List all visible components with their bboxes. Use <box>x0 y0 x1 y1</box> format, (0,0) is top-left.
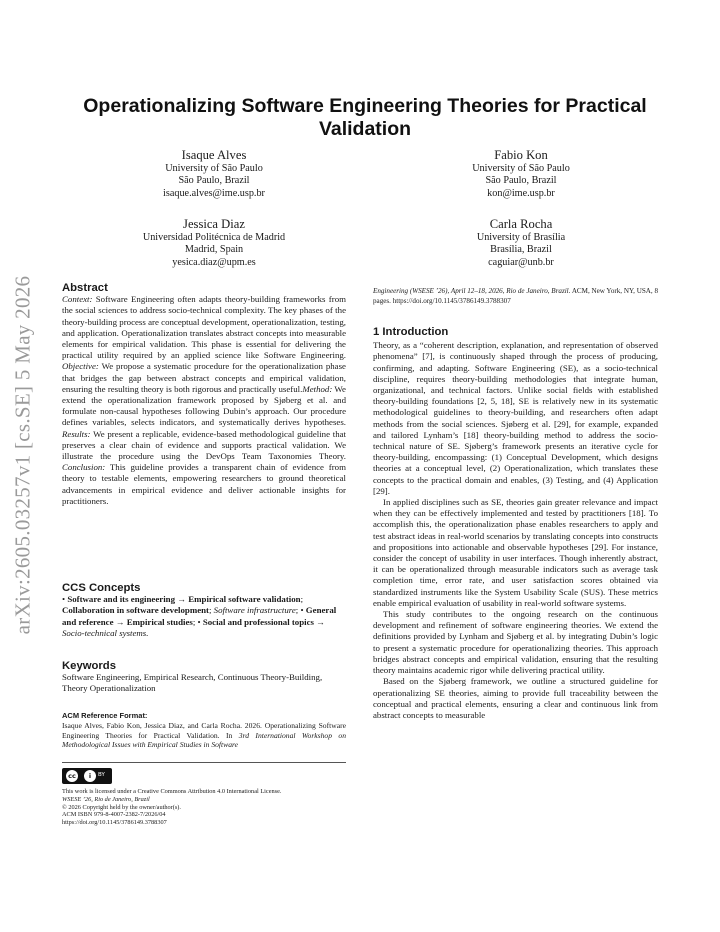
objective-text: We propose a systematic procedure for the operationalization phase that bridges the gap between abstract concepts and empirical validation, ensuring the resulting theory is both rigorous and practically useful. <box>62 361 346 394</box>
cc-icon: cc <box>66 770 78 782</box>
intro-paragraph: Based on the Sjøberg framework, we outline a structured guideline for operationalizing SE theories, aiming to provide full traceability between the conceptual and practical elements, ensuring a clear and continuous link from abstract concepts to measurable <box>373 676 658 720</box>
author-affiliation: University of São Paulo <box>165 163 263 174</box>
ccs-concept: Software and its engineering → Empirical software validation <box>67 594 301 605</box>
author-affiliation: University of Brasília <box>476 232 566 243</box>
acm-ref-continued <box>373 286 658 306</box>
ccs-heading: CCS Concepts <box>62 582 141 594</box>
license-line: ACM ISBN 979-8-4007-2382-7/2026/04 <box>62 811 166 819</box>
acm-ref-heading: ACM Reference Format: <box>62 711 148 720</box>
author-block <box>401 216 641 269</box>
author-affiliation: University of São Paulo <box>472 163 570 174</box>
ref-rest: ACM, New York, NY, USA, 8 pages. https://doi.org/10.1145/3786149.3788307 <box>373 287 659 305</box>
acm-ref-text: Isaque Alves, Fabio Kon, Jessica Diaz, and Carla Rocha. 2026. Operationalizing Software Engineering Theories for Practical Validation. In <box>62 720 346 740</box>
method-label: Method: <box>302 383 333 394</box>
ccs-concept: Collaboration in software development <box>62 605 209 616</box>
context-text: Software Engineering often adapts theory-building frameworks from the social sciences to address socio-technical complexity. The key phases of the theory-building process are conceptual development, operationalization, testing, and application. Operationalization translates abstract concepts into measurable elements for empirical validation. This phase is essential for delivering the practical utility required by an applied science like Software Engineering. <box>62 294 346 361</box>
author-name: Jessica Diaz <box>183 217 245 231</box>
author-location: Brasília, Brazil <box>490 244 552 256</box>
title-line-1: Operationalizing Software Engineering Theories for Practical <box>83 95 647 117</box>
author-email: isaque.alves@ime.usp.br <box>163 187 265 199</box>
title-line-2: Validation <box>318 118 412 140</box>
author-location: São Paulo, Brazil <box>178 175 250 187</box>
author-affiliation: Universidad Politécnica de Madrid <box>142 232 286 243</box>
author-location: São Paulo, Brazil <box>485 175 557 187</box>
ccs-concept: Socio-technical systems. <box>62 627 149 638</box>
author-block <box>94 147 334 200</box>
paper-title <box>70 95 660 141</box>
abstract-body <box>62 294 346 507</box>
author-name: Isaque Alves <box>181 148 247 162</box>
introduction-section <box>373 327 658 721</box>
context-label: Context: <box>62 294 93 305</box>
acm-ref-section <box>62 711 346 750</box>
author-location: Madrid, Spain <box>184 244 244 256</box>
license-block <box>62 788 346 827</box>
license-line: © 2026 Copyright held by the owner/author(s). <box>62 803 181 811</box>
conclusion-label: Conclusion: <box>62 462 106 473</box>
license-line: https://doi.org/10.1145/3786149.3788307 <box>62 819 167 827</box>
abstract-section <box>62 283 346 507</box>
arxiv-stamp <box>6 270 40 640</box>
abstract-heading: Abstract <box>62 282 108 294</box>
results-text: We present a replicable, evidence-based methodological guideline that preserves a clear chain of evidence and supports practical validation. We illustrate the procedure using the DevOps Team Taxonomies Theory. <box>62 428 346 462</box>
method-text: We extend the operationalization framework proposed by Sjøberg et al. and formulate non-causal hypotheses following Dubin’s approach. Our procedure defines variables, selects indicators, and systematically derives hypotheses. <box>62 383 346 428</box>
intro-heading: 1 Introduction <box>373 326 449 338</box>
author-block <box>94 216 334 269</box>
acm-ref-venue: 3rd International Workshop on Methodological Issues with Empirical Studies in Software <box>62 730 346 750</box>
conclusion-text: This guideline provides a transparent chain of evidence from theory to testable elements, empowering researchers to ground theoretical advancements in empirical evidence and deliver actionable insights for practitioners. <box>62 462 346 506</box>
intro-paragraph: This study contributes to the ongoing research on the continuous development and refinement of software engineering theories. We extend the definitions provided by Lynham and Sjøberg et al. by integrating Dubin’s logic to present a systematic procedure for operationalizing theories. This approach bridges abstract concepts and empirical validation, ensuring that the resulting theory maintains academic rigor while delivering practical utility. <box>373 609 658 676</box>
intro-paragraph: In applied disciplines such as SE, theories gain greater relevance and impact when they can be effectively implemented and tested by practitioners [18]. To accomplish this, the operationalization phase enables researchers to apply and test abstract ideas in real-world scenarios by translating concepts into constructs and propositions into actionable and observable hypotheses [29]. For instance, consider the concept of usability in user interfaces. Though inherently abstract, it can be operationalized through measurable indicators such as average task completion time, error rate, and user satisfaction scores obtained via standardized instruments like the System Usability Scale (SUS). These metrics enable empirical evaluation of usability in real-world software systems. <box>373 497 658 608</box>
author-name: Fabio Kon <box>494 148 548 162</box>
author-name: Carla Rocha <box>489 217 553 231</box>
ref-venue: Engineering (WSESE ’26), April 12–18, 2026, Rio de Janeiro, Brazil. <box>373 287 571 295</box>
author-block <box>401 147 641 200</box>
author-email: yesica.diaz@upm.es <box>172 256 256 268</box>
results-label: Results: <box>62 428 91 439</box>
license-line: This work is licensed under a Creative Commons Attribution 4.0 International License. <box>62 788 282 795</box>
ccs-concept: General and reference → Empirical studies <box>62 605 337 627</box>
author-email: caguiar@unb.br <box>488 256 554 268</box>
ccs-concept: Software infrastructure <box>213 605 296 616</box>
acm-ref-body <box>62 721 346 750</box>
keywords-section <box>62 661 346 695</box>
objective-label: Objective: <box>62 361 99 372</box>
footnote-rule <box>62 762 346 763</box>
ccs-body: • Software and its engineering → Empirical software validation; Collaboration in software development; Software infrastructure; • General and reference → Empirical studies; • Social and professional topics → Socio-technical systems. <box>62 594 337 638</box>
ccs-concept: Social and professional topics → <box>202 616 326 627</box>
keywords-text: Software Engineering, Empirical Research, Continuous Theory-Building, Theory Operationalization <box>62 672 323 694</box>
keywords-heading: Keywords <box>62 660 116 672</box>
arxiv-id: arXiv:2605.03257v1 [cs.SE] 5 May 2026 <box>10 275 35 635</box>
intro-paragraph: Theory, as a “coherent description, explanation, and representation of observed phenomena” [7], is continuously shaped through the process of producing, confirming, and adapting. Software Engineering (SE), as a socio-technical discipline, requires theory-building methodologies that integrate human, organizational, and technical factors. Unlike social fields with established theory-building foundations [2, 5, 18], SE is relatively new in its systematic methodological guidelines to theory-building, and researchers often adapt methods from the social sciences. Sjøberg et al. [29], for example, expanded and tailored Lynham’s [18] theory-building method to address the socio-technical nature of SE. Sjøberg’s framework presents an iterative cycle for theory-building, encompassing: (1) Conceptual Development, which designs theories at a conceptual level, (2) Operationalization, which translates these concepts to the practical domain and enables, (3) Testing, and (4) Application [29]. <box>373 340 658 496</box>
license-line: WSESE ’26, Rio de Janeiro, Brazil <box>62 795 150 803</box>
cc-by-label: BY <box>98 772 105 778</box>
author-email: kon@ime.usp.br <box>487 187 555 199</box>
person-icon: i <box>84 770 96 782</box>
cc-by-badge <box>62 768 112 784</box>
ccs-section <box>62 583 346 639</box>
